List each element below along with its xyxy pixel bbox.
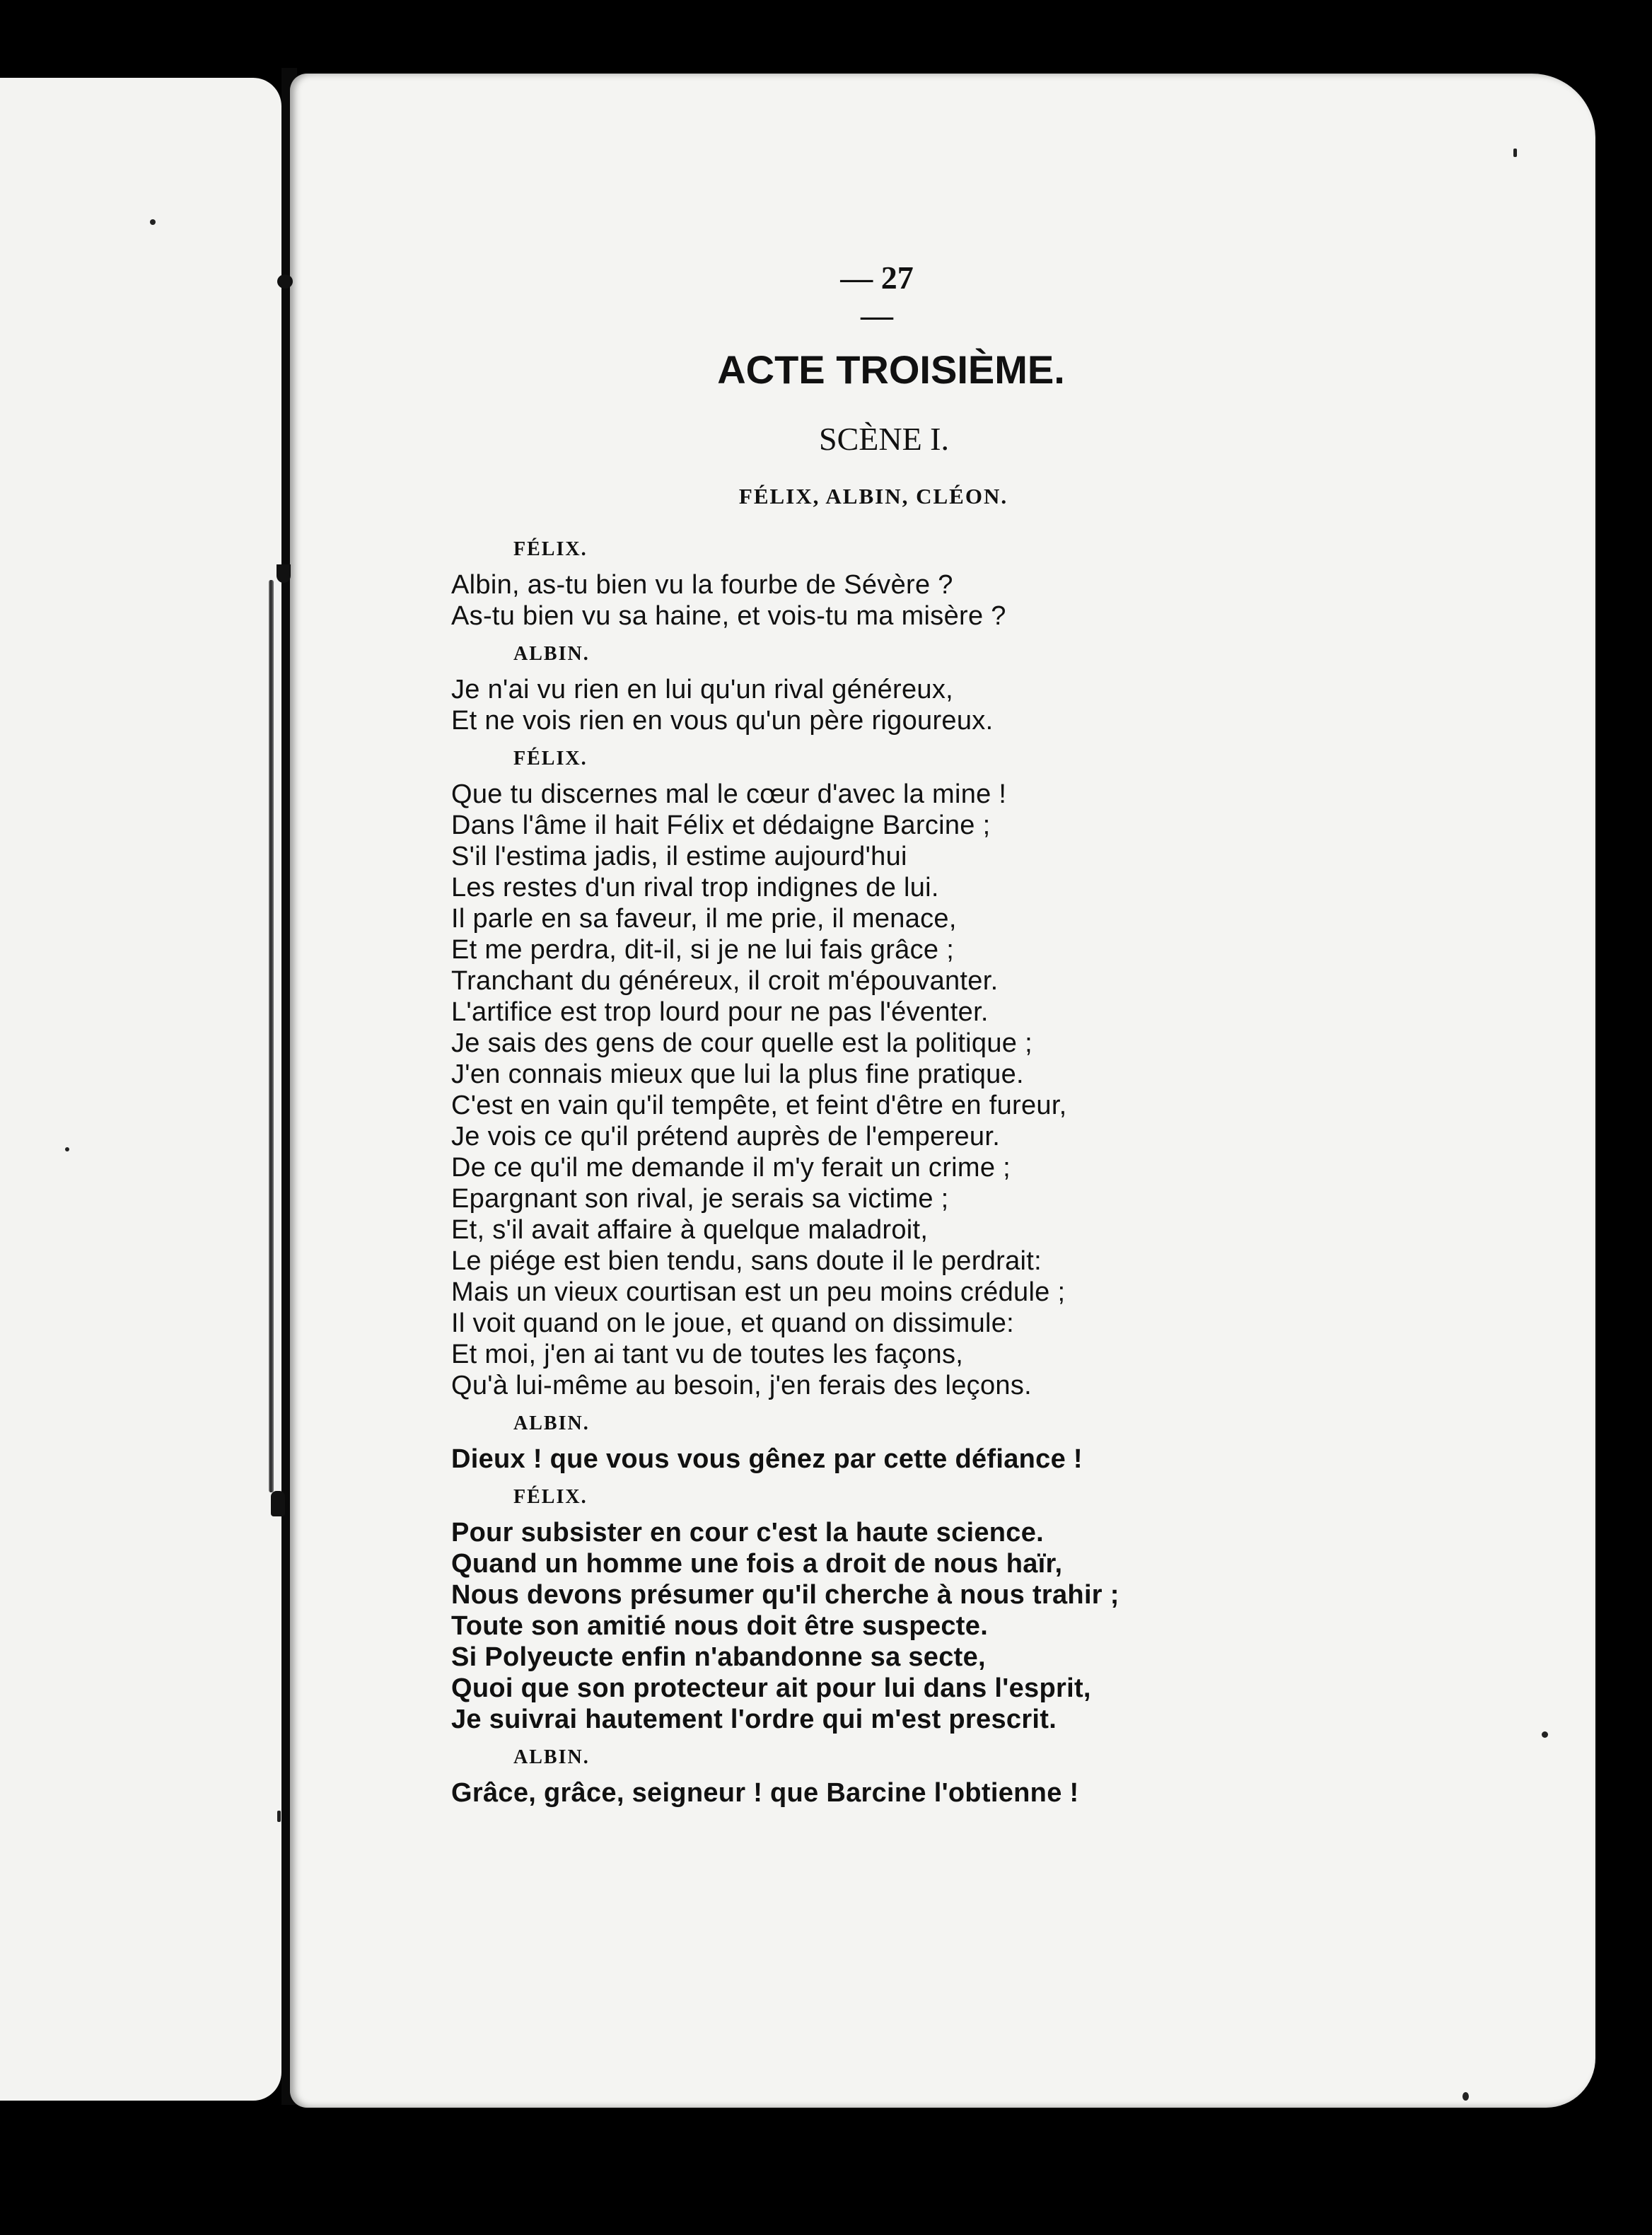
verse-line: Tranchant du généreux, il croit m'épouvanter. bbox=[451, 966, 999, 996]
verse-line: Les restes d'un rival trop indignes de lui. bbox=[451, 873, 939, 902]
speaker-name: FÉLIX. bbox=[513, 748, 588, 770]
speaker-name: ALBIN. bbox=[513, 1746, 590, 1768]
speaker-name: ALBIN. bbox=[513, 643, 590, 665]
verse-line: As-tu bien vu sa haine, et vois-tu ma misère ? bbox=[451, 601, 1006, 631]
verse-line: Epargnant son rival, je serais sa victime ; bbox=[451, 1184, 949, 1214]
cast-list: FÉLIX, ALBIN, CLÉON. bbox=[738, 484, 1008, 509]
verse-line: Pour subsister en cour c'est la haute science. bbox=[451, 1518, 1045, 1548]
verse-line: Et, s'il avait affaire à quelque maladroit, bbox=[451, 1215, 929, 1245]
verse-line: Le piége est bien tendu, sans doute il le perdrait: bbox=[451, 1246, 1042, 1276]
verse-line: Il voit quand on le joue, et quand on dissimule: bbox=[451, 1308, 1015, 1338]
verse-line: Je suivrai hautement l'ordre qui m'est prescrit. bbox=[451, 1705, 1057, 1734]
verse-line: C'est en vain qu'il tempête, et feint d'être en fureur, bbox=[451, 1091, 1067, 1120]
verse-line: Toute son amitié nous doit être suspecte. bbox=[451, 1611, 989, 1641]
dialogue bbox=[451, 527, 1173, 1809]
speaker-name: FÉLIX. bbox=[513, 538, 588, 560]
binding-mark-bottom bbox=[271, 1491, 285, 1516]
speck bbox=[1513, 149, 1517, 157]
speaker-name: ALBIN. bbox=[513, 1412, 590, 1434]
verse-line: L'artifice est trop lourd pour ne pas l'éventer. bbox=[451, 997, 989, 1027]
act-title: ACTE TROISIÈME. bbox=[717, 347, 1065, 392]
verse-line: Quand un homme une fois a droit de nous haïr, bbox=[451, 1549, 1063, 1579]
binding-mark-top bbox=[277, 564, 291, 583]
binding-mark-upper bbox=[277, 274, 293, 289]
verse-line: Je vois ce qu'il prétend auprès de l'empereur. bbox=[451, 1122, 1001, 1151]
verse-line: S'il l'estima jadis, il estime aujourd'hui bbox=[451, 842, 907, 871]
verse-line: Je sais des gens de cour quelle est la politique ; bbox=[451, 1028, 1032, 1058]
speaker-name: FÉLIX. bbox=[513, 1486, 588, 1508]
verse-line: Mais un vieux courtisan est un peu moins crédule ; bbox=[451, 1277, 1066, 1307]
left-page bbox=[0, 78, 281, 2101]
verse-line: Si Polyeucte enfin n'abandonne sa secte, bbox=[451, 1642, 986, 1672]
verse-line: De ce qu'il me demande il m'y ferait un crime ; bbox=[451, 1153, 1011, 1183]
verse-line: Et me perdra, dit-il, si je ne lui fais grâce ; bbox=[451, 935, 955, 965]
verse-line: Que tu discernes mal le cœur d'avec la mine ! bbox=[451, 779, 1007, 809]
verse-line: Albin, as-tu bien vu la fourbe de Sévère ? bbox=[451, 570, 953, 600]
verse-line: Il parle en sa faveur, il me prie, il menace, bbox=[451, 904, 957, 934]
verse-line: Quoi que son protecteur ait pour lui dans l'esprit, bbox=[451, 1673, 1091, 1703]
verse-line: Dans l'âme il hait Félix et dédaigne Barcine ; bbox=[451, 811, 991, 840]
speck bbox=[150, 219, 156, 225]
verse-line: Et ne vois rien en vous qu'un père rigoureux. bbox=[451, 706, 994, 736]
verse-line: J'en connais mieux que lui la plus fine pratique. bbox=[451, 1060, 1024, 1089]
verse-line: Nous devons présumer qu'il cherche à nous trahir ; bbox=[451, 1580, 1119, 1610]
speck bbox=[1462, 2092, 1469, 2101]
verse-line: Dieux ! que vous vous gênez par cette défiance ! bbox=[451, 1444, 1083, 1474]
scene-title: SCÈNE I. bbox=[819, 421, 949, 457]
speck bbox=[277, 1811, 281, 1822]
verse-line: Et moi, j'en ai tant vu de toutes les façons, bbox=[451, 1340, 964, 1369]
speck bbox=[65, 1147, 69, 1151]
speck bbox=[1542, 1731, 1548, 1738]
verse-line: Grâce, grâce, seigneur ! que Barcine l'obtienne ! bbox=[451, 1778, 1079, 1808]
binding-thread bbox=[269, 580, 274, 1492]
verse-line: Qu'à lui-même au besoin, j'en ferais des leçons. bbox=[451, 1371, 1032, 1400]
page-number: — 27 — bbox=[840, 260, 914, 333]
verse-line: Je n'ai vu rien en lui qu'un rival généreux, bbox=[451, 675, 954, 704]
